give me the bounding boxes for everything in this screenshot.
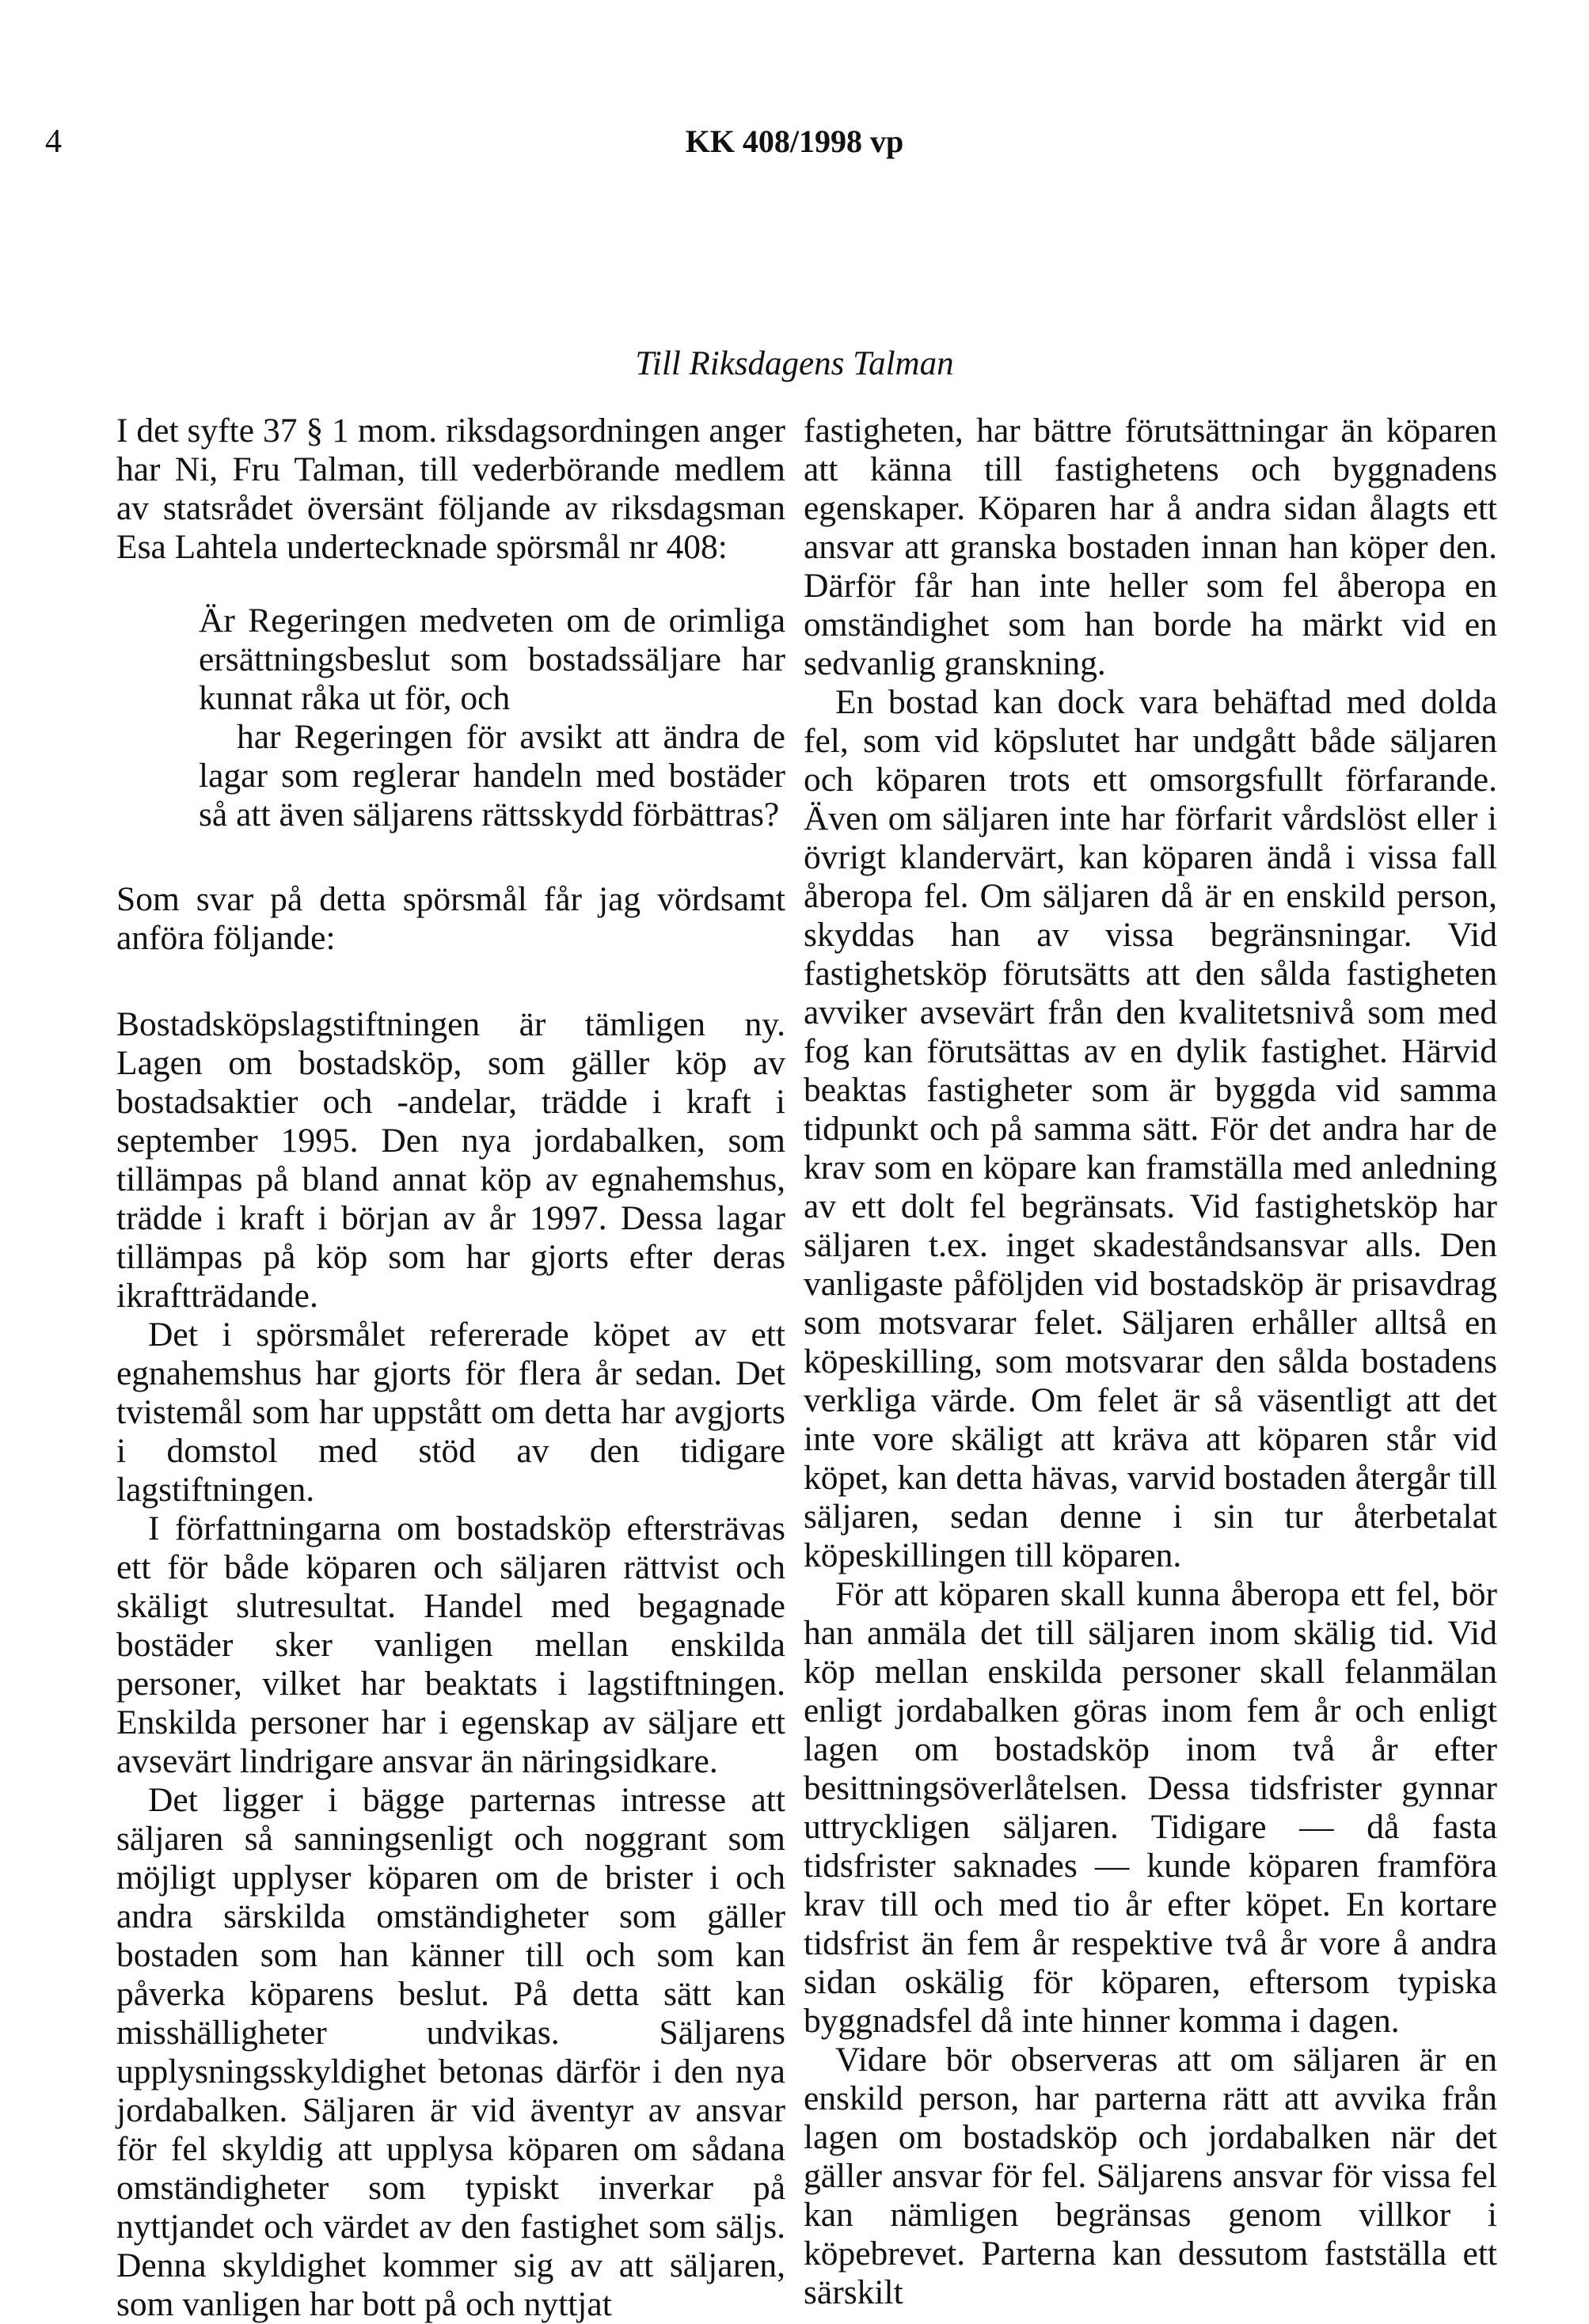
question-1: Är Regeringen medveten om de orimliga ersättningsbeslut som bostadssäljare har kunnat råka ut för, och bbox=[199, 602, 785, 717]
intro-paragraph: I det syfte 37 § 1 mom. riksdagsordningen anger har Ni, Fru Talman, till vederbörande medlem av statsrådet översänt följande av riksdagsman Esa Lahtela undertecknade spörsmål nr 408: bbox=[116, 412, 785, 566]
question-2: har Regeringen för avsikt att ändra de lagar som reglerar handeln med bostäder så att även säljarens rättsskydd förbättras? bbox=[199, 718, 785, 834]
left-paragraph-4: Det ligger i bägge parternas intresse att säljaren så sanningsenligt och noggrant som möjligt upplyser köparen om de brister i och andra särskilda omständigheter som gäller bostaden som han känner till och som kan påverka köparens beslut. På detta sätt kan misshälligheter undvikas. Säljarens upplysningsskyldighet betonas därför i den nya jordabalken. Säljaren är vid äventyr av ansvar för fel skyldig att upplysa köparen om sådana omständigheter som typiskt inverkar på nyttjandet och värdet av den fastighet som säljs. Denna skyldighet kommer sig av att säljaren, som vanligen har bott på och nyttjat bbox=[116, 1781, 785, 2323]
right-column bbox=[804, 412, 1497, 2312]
addressee-heading: Till Riksdagens Talman bbox=[635, 345, 954, 382]
right-paragraph-4: Vidare bör observeras att om säljaren är en enskild person, har parterna rätt att avvika från lagen om bostadsköp och jordabalken när det gäller ansvar för fel. Säljarens ansvar för vissa fel kan nämligen begränsas genom villkor i köpebrevet. Parterna kan dessutom fastställa ett särskilt bbox=[804, 2041, 1497, 2311]
right-paragraph-3: För att köparen skall kunna åberopa ett fel, bör han anmäla det till säljaren inom skälig tid. Vid köp mellan enskilda personer skall felanmälan enligt jordabalken göras inom fem år och enligt lagen om bostadsköp inom två år efter besittningsöverlåtelsen. Dessa tidsfrister gynnar uttryckligen säljaren. Tidigare — då fasta tidsfrister saknades — kunde köparen framföra krav till och med tio år efter köpet. En kortare tidsfrist än fem år respektive två år vore å andra sidan oskälig för köparen, eftersom typiska byggnadsfel då inte hinner komma i dagen. bbox=[804, 1575, 1497, 2040]
answer-intro: Som svar på detta spörsmål får jag vördsamt anföra följande: bbox=[116, 880, 785, 957]
left-column bbox=[116, 412, 785, 2324]
left-paragraph-1: Bostadsköpslagstiftningen är tämligen ny. Lagen om bostadsköp, som gäller köp av bostadsaktier och -andelar, trädde i kraft i september 1995. Den nya jordabalken, som tillämpas på bland annat köp av egnahemshus, trädde i kraft i början av år 1997. Dessa lagar tillämpas på köp som har gjorts efter deras ikraftträdande. bbox=[116, 1005, 785, 1315]
running-head: KK 408/1998 vp bbox=[685, 123, 904, 159]
right-paragraph-2: En bostad kan dock vara behäftad med dolda fel, som vid köpslutet har undgått både säljaren och köparen trots ett omsorgsfullt förfarande. Även om säljaren inte har förfarit vårdslöst eller i övrigt klandervärt, kan köparen ändå i vissa fall åberopa fel. Om säljaren då är en enskild person, skyddas han av vissa begränsningar. Vid fastighetsköp förutsätts att den sålda fastigheten avviker avsevärt från den kvalitetsnivå som med fog kan förutsättas av en dylik fastighet. Härvid beaktas fastigheter som är byggda vid samma tidpunkt och på samma sätt. För det andra har de krav som en köpare kan framställa med anledning av ett dolt fel begränsats. Vid fastighetsköp har säljaren t.ex. inget skadeståndsansvar alls. Den vanligaste påföljden vid bostadsköp är prisavdrag som motsvarar felet. Säljaren erhåller alltså en köpeskilling, som motsvarar den sålda bostadens verkliga värde. Om felet är så väsentligt att det inte vore skäligt att kräva att köparen står vid köpet, kan detta hävas, varvid bostaden återgår till säljaren, sedan denne i sin tur återbetalat köpeskillingen till köparen. bbox=[804, 683, 1497, 1574]
left-paragraph-3: I författningarna om bostadsköp eftersträvas ett för både köparen och säljaren rättvist och skäligt slutresultat. Handel med begagnade bostäder sker vanligen mellan enskilda personer, vilket har beaktats i lagstiftningen. Enskilda personer har i egenskap av säljare ett avsevärt lindrigare ansvar än näringsidkare. bbox=[116, 1509, 785, 1780]
right-paragraph-1: fastigheten, har bättre förutsättningar än köparen att känna till fastighetens och byggnadens egenskaper. Köparen har å andra sidan ålagts ett ansvar att granska bostaden innan han köper den. Därför får han inte heller som fel åberopa en omständighet som han borde ha märkt vid en sedvanlig granskning. bbox=[804, 412, 1497, 682]
page-number: 4 bbox=[45, 123, 62, 160]
left-paragraph-2: Det i spörsmålet refererade köpet av ett egnahemshus har gjorts för flera år sedan. Det tvistemål som har uppstått om detta har avgjorts i domstol med stöd av den tidigare lagstiftningen. bbox=[116, 1316, 785, 1509]
